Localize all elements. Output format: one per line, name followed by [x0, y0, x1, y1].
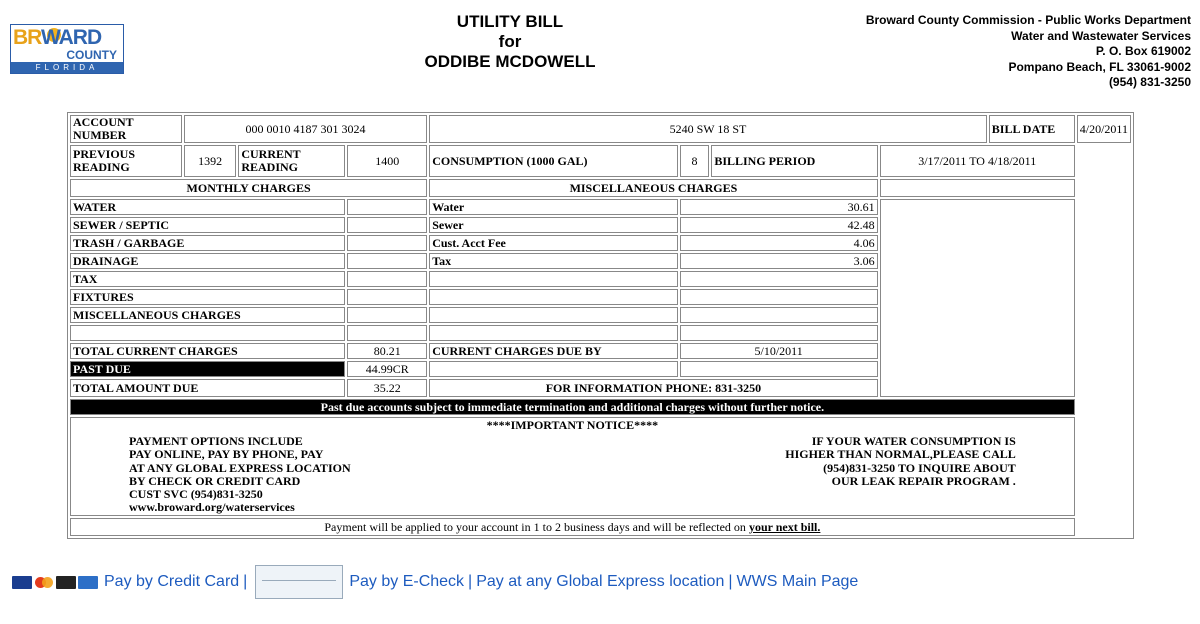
agency-line: P. O. Box 619002	[1095, 44, 1191, 58]
wws-main-page-link[interactable]: WWS Main Page	[736, 573, 859, 590]
current-reading-label: CURRENT READING	[238, 145, 345, 177]
notice-line: PAY ONLINE, PAY BY PHONE, PAY	[129, 447, 324, 462]
notice-line: CUST SVC (954)831-3250	[129, 487, 263, 502]
notice-line: (954)831-3250 TO INQUIRE ABOUT	[823, 460, 1016, 475]
logo-text-2: WARD	[40, 26, 102, 49]
account-number-label: ACCOUNT NUMBER	[70, 115, 182, 143]
mastercard-icon	[34, 576, 54, 589]
misc-item-label: Water	[429, 199, 677, 215]
info-phone: FOR INFORMATION PHONE: 831-3250	[429, 379, 877, 397]
monthly-item: TAX	[70, 271, 345, 287]
notice-line: IF YOUR WATER CONSUMPTION IS	[811, 434, 1016, 448]
consumption: 8	[680, 145, 710, 177]
logo-text: BR	[13, 26, 41, 49]
separator: |	[468, 573, 473, 590]
total-current: 80.21	[347, 343, 427, 359]
current-reading: 1400	[347, 145, 427, 177]
notice-line: OUR LEAK REPAIR PROGRAM .	[831, 473, 1016, 488]
misc-item-label: Cust. Acct Fee	[429, 235, 677, 251]
title-line-1: UTILITY BILL	[456, 12, 564, 31]
account-number: 000 0010 4187 301 3024	[184, 115, 427, 143]
agency-address	[866, 13, 1191, 91]
monthly-item: DRAINAGE	[70, 253, 345, 269]
notice-line: HIGHER THAN NORMAL,PLEASE CALL	[785, 447, 1016, 462]
pay-by-echeck-link[interactable]: Pay by E-Check	[349, 573, 465, 590]
previous-reading-label: PREVIOUS READING	[70, 145, 182, 177]
billing-period: 3/17/2011 TO 4/18/2011	[880, 145, 1075, 177]
due-by-label: CURRENT CHARGES DUE BY	[429, 343, 677, 359]
monthly-charges-heading: MONTHLY CHARGES	[70, 179, 427, 197]
past-due-label: PAST DUE	[70, 361, 345, 377]
misc-item-amount: 30.61	[680, 199, 878, 215]
amex-icon	[78, 576, 98, 589]
pay-global-express-link[interactable]: Pay at any Global Express location	[476, 573, 725, 590]
total-due-label: TOTAL AMOUNT DUE	[70, 379, 345, 397]
notice-line: BY CHECK OR CREDIT CARD	[129, 473, 301, 488]
past-due-warning: Past due accounts subject to immediate termination and additional charges without further notice.	[70, 399, 1075, 415]
previous-reading: 1392	[184, 145, 236, 177]
notice-line: www.broward.org/waterservices	[129, 500, 295, 515]
notice-line: AT ANY GLOBAL EXPRESS LOCATION	[129, 460, 351, 475]
monthly-item: SEWER / SEPTIC	[70, 217, 345, 233]
monthly-item: MISCELLANEOUS CHARGES	[70, 307, 345, 323]
misc-charges-heading: MISCELLANEOUS CHARGES	[429, 179, 877, 197]
leak-program-notice	[785, 435, 1015, 488]
agency-line: (954) 831-3250	[1108, 75, 1191, 89]
logo-state: FLORIDA	[11, 62, 123, 73]
agency-line: Water and Wastewater Services	[1011, 28, 1191, 43]
monthly-item: FIXTURES	[70, 289, 345, 305]
bill-date: 4/20/2011	[1077, 115, 1131, 143]
footer-emphasis: your next bill.	[748, 519, 821, 534]
customer-name: ODDIBE MCDOWELL	[424, 52, 596, 71]
past-due-amount: 44.99CR	[347, 361, 427, 377]
misc-item-label: Sewer	[429, 217, 677, 233]
service-address: 5240 SW 18 ST	[429, 115, 987, 143]
bill-date-label: BILL DATE	[989, 115, 1075, 143]
monthly-item: WATER	[70, 199, 345, 215]
consumption-label: CONSUMPTION (1000 GAL)	[429, 145, 677, 177]
separator: |	[728, 573, 733, 590]
misc-item-amount: 42.48	[680, 217, 878, 233]
misc-item-label: Tax	[429, 253, 677, 269]
logo-county: COUNTY	[66, 48, 117, 62]
discover-icon	[56, 576, 76, 589]
misc-item-amount: 4.06	[680, 235, 878, 251]
agency-line: Broward County Commission - Public Works Department	[865, 13, 1191, 27]
visa-icon	[12, 576, 32, 589]
payment-footer	[70, 518, 1075, 536]
title-line-2: for	[498, 32, 522, 51]
separator: |	[243, 573, 248, 590]
important-notice	[70, 417, 1075, 516]
echeck-icon	[255, 565, 343, 599]
monthly-item: TRASH / GARBAGE	[70, 235, 345, 251]
bill-table	[67, 112, 1134, 539]
payment-links	[12, 570, 858, 594]
billing-period-label: BILLING PERIOD	[711, 145, 877, 177]
notice-title: ****IMPORTANT NOTICE****	[486, 418, 659, 432]
notice-line: PAYMENT OPTIONS INCLUDE	[129, 434, 303, 448]
total-due-amount: 35.22	[347, 379, 427, 397]
agency-line: Pompano Beach, FL 33061-9002	[1008, 59, 1191, 74]
footer-text: Payment will be applied to your account in 1 to 2 business days and will be reflected on	[324, 519, 746, 534]
bill-title	[360, 12, 660, 72]
total-current-label: TOTAL CURRENT CHARGES	[70, 343, 345, 359]
due-by-date: 5/10/2011	[680, 343, 878, 359]
payment-options	[129, 435, 351, 515]
broward-county-logo	[10, 24, 124, 74]
misc-item-amount: 3.06	[680, 253, 878, 269]
pay-by-credit-card-link[interactable]: Pay by Credit Card	[104, 573, 240, 590]
